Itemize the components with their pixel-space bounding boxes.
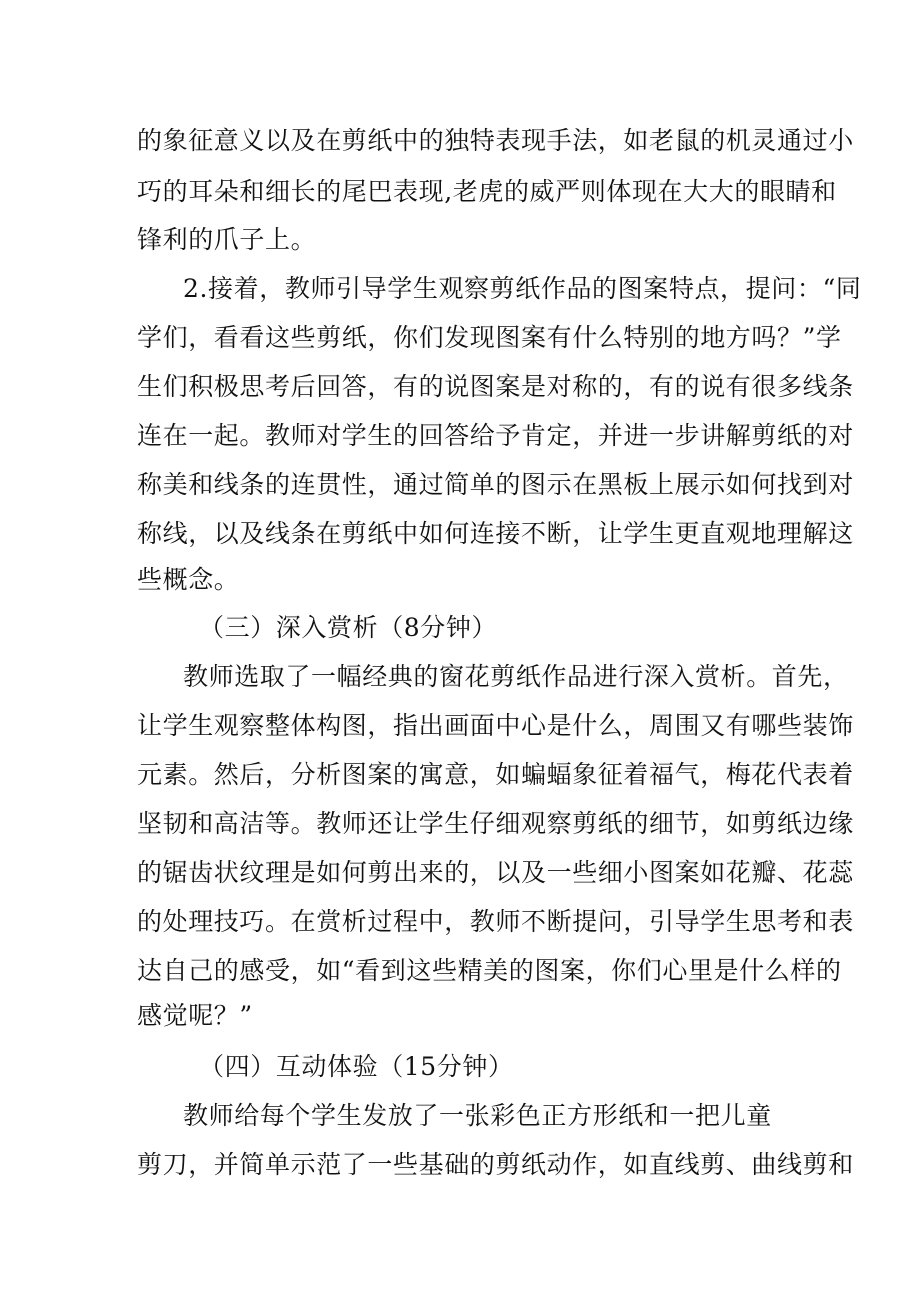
paragraph-line: 的处理技巧。在赏析过程中，教师不断提问，引导学生思考和表 — [137, 907, 854, 936]
paragraph-line: 元素。然后，分析图案的寓意，如蝙蝠象征着福气，梅花代表着 — [137, 760, 854, 789]
paragraph-line: 让学生观察整体构图，指出画面中心是什么，周围又有哪些装饰 — [137, 711, 854, 740]
paragraph-line: 的象征意义以及在剪纸中的独特表现手法，如老鼠的机灵通过小 — [137, 126, 854, 155]
paragraph-line: 感觉呢？” — [137, 1001, 253, 1030]
paragraph-line: 锋利的爪子上。 — [137, 225, 317, 254]
paragraph-line: 2.接着，教师引导学生观察剪纸作品的图案特点，提问：“同 — [183, 274, 862, 303]
paragraph-line: 达自己的感受，如“看到这些精美的图案，你们心里是什么样的 — [137, 956, 842, 985]
paragraph-line: 的锯齿状纹理是如何剪出来的，以及一些细小图案如花瓣、花蕊 — [137, 858, 854, 887]
paragraph-line: 些概念。 — [137, 565, 240, 594]
section-heading: （三）深入赏析（8分钟） — [199, 613, 498, 642]
paragraph-line: 剪刀，并简单示范了一些基础的剪纸动作，如直线剪、曲线剪和 — [137, 1150, 854, 1179]
paragraph-line: 学们，看看这些剪纸，你们发现图案有什么特别的地方吗？”学 — [137, 323, 842, 352]
paragraph-line: 称线，以及线条在剪纸中如何连接不断，让学生更直观地理解这 — [137, 519, 854, 548]
paragraph-line: 连在一起。教师对学生的回答给予肯定，并进一步讲解剪纸的对 — [137, 421, 854, 450]
paragraph-line: 教师给每个学生发放了一张彩色正方形纸和一把儿童 — [183, 1101, 772, 1130]
section-heading: （四）互动体验（15分钟） — [199, 1052, 514, 1081]
paragraph-line: 教师选取了一幅经典的窗花剪纸作品进行深入赏析。首先， — [183, 662, 849, 691]
paragraph-line: 称美和线条的连贯性，通过简单的图示在黑板上展示如何找到对 — [137, 470, 854, 499]
paragraph-line: 巧的耳朵和细长的尾巴表现,老虎的威严则体现在大大的眼睛和 — [137, 177, 837, 206]
paragraph-line: 生们积极思考后回答，有的说图案是对称的，有的说有很多线条 — [137, 372, 854, 401]
paragraph-line: 坚韧和高洁等。教师还让学生仔细观察剪纸的细节，如剪纸边缘 — [137, 809, 854, 838]
